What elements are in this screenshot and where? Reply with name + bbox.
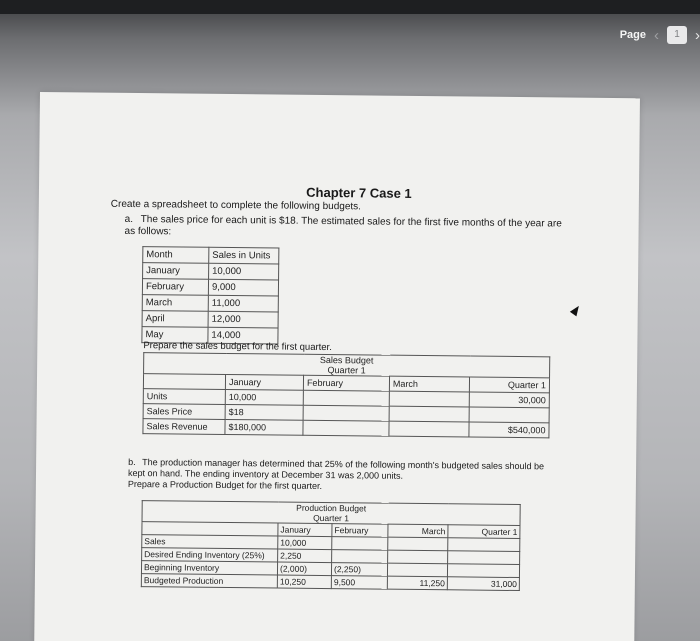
row-label: Sales Revenue — [143, 419, 225, 435]
sales-budget-subtitle: Quarter 1 — [327, 365, 366, 376]
sales-budget-title-text: Sales Budget — [319, 354, 374, 366]
month-cell: May — [142, 327, 208, 344]
item-a-marker: a. — [124, 213, 134, 225]
cell — [388, 550, 448, 564]
cell — [332, 537, 388, 551]
units-cell: 14,000 — [208, 327, 278, 344]
item-b-prepare: Prepare a Production Budget for the first quarter. — [127, 478, 323, 491]
units-cell: 9,000 — [208, 279, 278, 296]
item-b — [128, 457, 558, 495]
table-row — [141, 574, 519, 591]
table-row — [142, 311, 278, 328]
table-row — [143, 419, 549, 438]
units-cell: 12,000 — [208, 311, 278, 328]
cell: (2,000) — [277, 562, 331, 576]
header-cell: March — [389, 376, 469, 392]
header-cell: Quarter 1 — [448, 525, 520, 539]
month-cell: March — [142, 295, 208, 312]
header-cell: Month — [143, 247, 209, 264]
row-label: Sales Price — [143, 404, 225, 420]
cell: 9,500 — [331, 576, 387, 590]
cell: 10,000 — [225, 389, 303, 405]
sales-budget-table — [142, 352, 550, 438]
production-budget-title-text: Production Budget — [296, 502, 367, 514]
table-row — [142, 295, 278, 312]
cell: $180,000 — [225, 419, 303, 435]
month-cell: April — [142, 311, 208, 328]
units-cell: 11,000 — [208, 295, 278, 312]
row-label: Sales — [142, 535, 278, 549]
header-cell: January — [225, 374, 303, 390]
intro-text: Create a spreadsheet to complete the following budgets. — [110, 198, 362, 213]
header-cell — [143, 374, 225, 390]
row-label: Units — [143, 389, 225, 405]
cell — [447, 564, 519, 578]
cell: (2,250) — [331, 563, 387, 577]
units-cell: 10,000 — [209, 263, 279, 280]
cell: 11,250 — [387, 576, 447, 590]
production-budget-table — [141, 500, 521, 591]
table-row — [143, 263, 279, 280]
header-cell: March — [388, 524, 448, 538]
production-budget-subtitle: Quarter 1 — [313, 512, 350, 524]
cell: 10,250 — [277, 575, 331, 589]
header-cell: Quarter 1 — [469, 377, 549, 393]
cell — [303, 420, 389, 436]
chevron-left-icon[interactable]: ‹ — [654, 26, 659, 44]
item-b-marker: b. — [128, 456, 136, 468]
cell — [448, 538, 520, 552]
cell — [389, 421, 469, 437]
cell: $540,000 — [469, 422, 549, 438]
cell — [332, 550, 388, 564]
page-label: Page — [619, 29, 646, 41]
cell — [389, 391, 469, 407]
document-page — [34, 92, 640, 641]
cell — [469, 407, 549, 423]
row-label: Beginning Inventory — [141, 561, 277, 575]
cell — [303, 390, 389, 406]
item-a — [124, 214, 574, 243]
row-label: Desired Ending Inventory (25%) — [142, 548, 278, 562]
header-cell: Sales in Units — [209, 247, 279, 264]
chevron-right-icon[interactable]: › — [695, 26, 700, 44]
cell — [448, 551, 520, 565]
cell — [303, 405, 389, 421]
row-label: Budgeted Production — [141, 574, 277, 588]
header-cell: January — [278, 523, 332, 537]
table-header-row — [143, 247, 279, 264]
cell: $18 — [225, 404, 303, 420]
month-cell: February — [142, 279, 208, 296]
table-row — [142, 279, 278, 296]
cell — [389, 406, 469, 422]
header-cell: February — [303, 375, 389, 391]
cell — [388, 537, 448, 551]
month-cell: January — [143, 263, 209, 280]
cell: 30,000 — [469, 392, 549, 408]
cell — [387, 563, 447, 577]
document-title: Chapter 7 Case 1 — [306, 184, 412, 201]
prepare-sales-text: Prepare the sales budget for the first quarter. — [143, 340, 332, 354]
header-cell: February — [332, 524, 388, 538]
cell: 2,250 — [278, 549, 332, 563]
cell: 31,000 — [447, 577, 519, 591]
page-navigator — [620, 24, 700, 46]
item-a-text: The sales price for each unit is $18. The estimated sales for the first five months of the year are as follows: — [124, 214, 562, 238]
cell: 10,000 — [278, 536, 332, 550]
top-bar — [0, 0, 700, 14]
page-number[interactable]: 1 — [667, 26, 687, 44]
sales-units-table — [141, 246, 279, 344]
item-b-text: The production manager has determined that 25% of the following month's budgeted sales should be kept on hand. The ending inventory at December 31 was 2,000 units. — [127, 457, 545, 481]
